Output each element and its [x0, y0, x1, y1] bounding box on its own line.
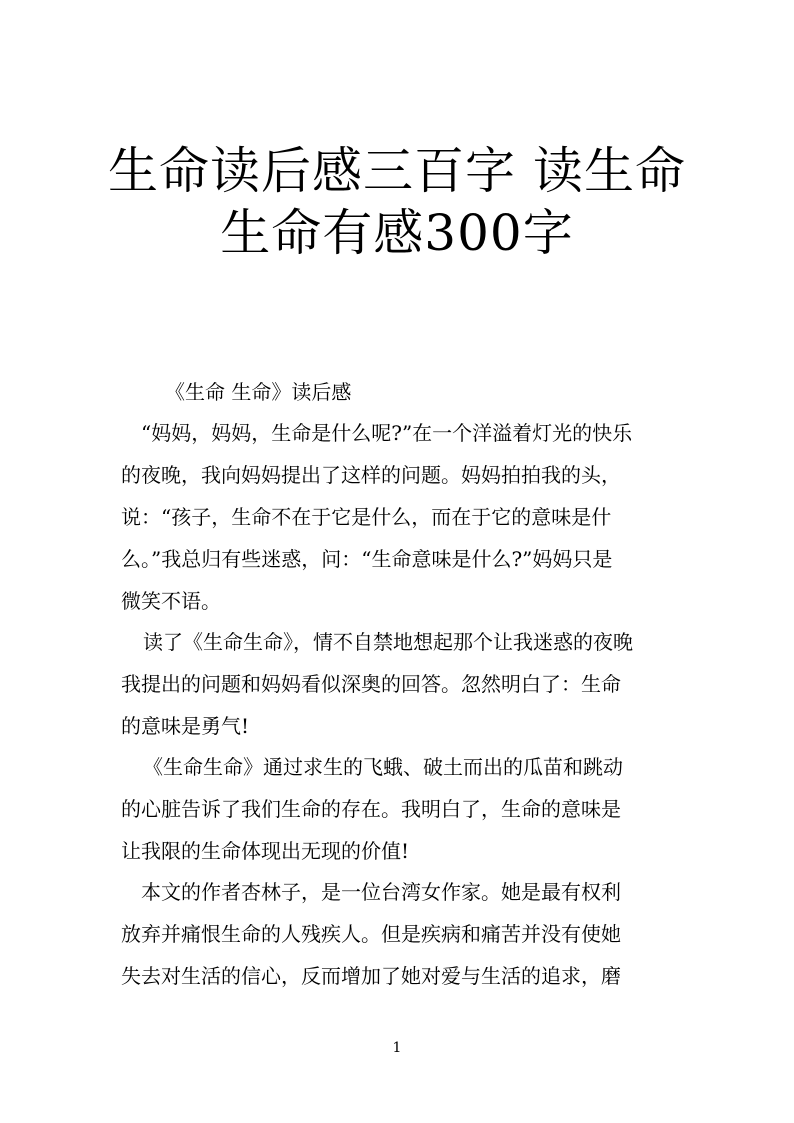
text-line: 的心脏告诉了我们生命的存在。我明白了，生命的意味是	[121, 797, 621, 821]
document-title-line-1: 生命读后感三百字 读生命	[108, 142, 686, 200]
subtitle-line: 《生命 生命》读后感	[165, 380, 352, 404]
text-line: 微笑不语。	[121, 589, 221, 613]
text-line: 本文的作者杏林子，是一位台湾女作家。她是最有权利	[141, 880, 621, 904]
text-line: 失去对生活的信心，反而增加了她对爱与生活的追求，磨	[121, 964, 621, 988]
text-line: 放弃并痛恨生命的人残疾人。但是疾病和痛苦并没有使她	[121, 922, 621, 946]
text-line: 么。”我总归有些迷惑，问：“生命意味是什么?”妈妈只是	[121, 547, 613, 571]
text-line: 让我限的生命体现出无现的价值!	[121, 839, 410, 863]
text-line: 的夜晚，我向妈妈提出了这样的问题。妈妈拍拍我的头，	[121, 463, 621, 487]
text-line: 的意味是勇气!	[121, 714, 250, 738]
text-line: 读了《生命生命》，情不自禁地想起那个让我迷惑的夜晚	[143, 630, 633, 654]
text-line: 说：“孩子，生命不在于它是什么，而在于它的意味是什	[121, 505, 612, 529]
page-number: 1	[392, 1040, 402, 1056]
text-line: 我提出的问题和妈妈看似深奥的回答。忽然明白了：生命	[121, 672, 621, 696]
text-line: “妈妈，妈妈，生命是什么呢?”在一个洋溢着灯光的快乐	[141, 421, 633, 445]
text-line: 《生命生命》通过求生的飞蛾、破土而出的瓜苗和跳动	[143, 755, 623, 779]
document-title-line-2: 生命有感300字	[220, 204, 574, 262]
